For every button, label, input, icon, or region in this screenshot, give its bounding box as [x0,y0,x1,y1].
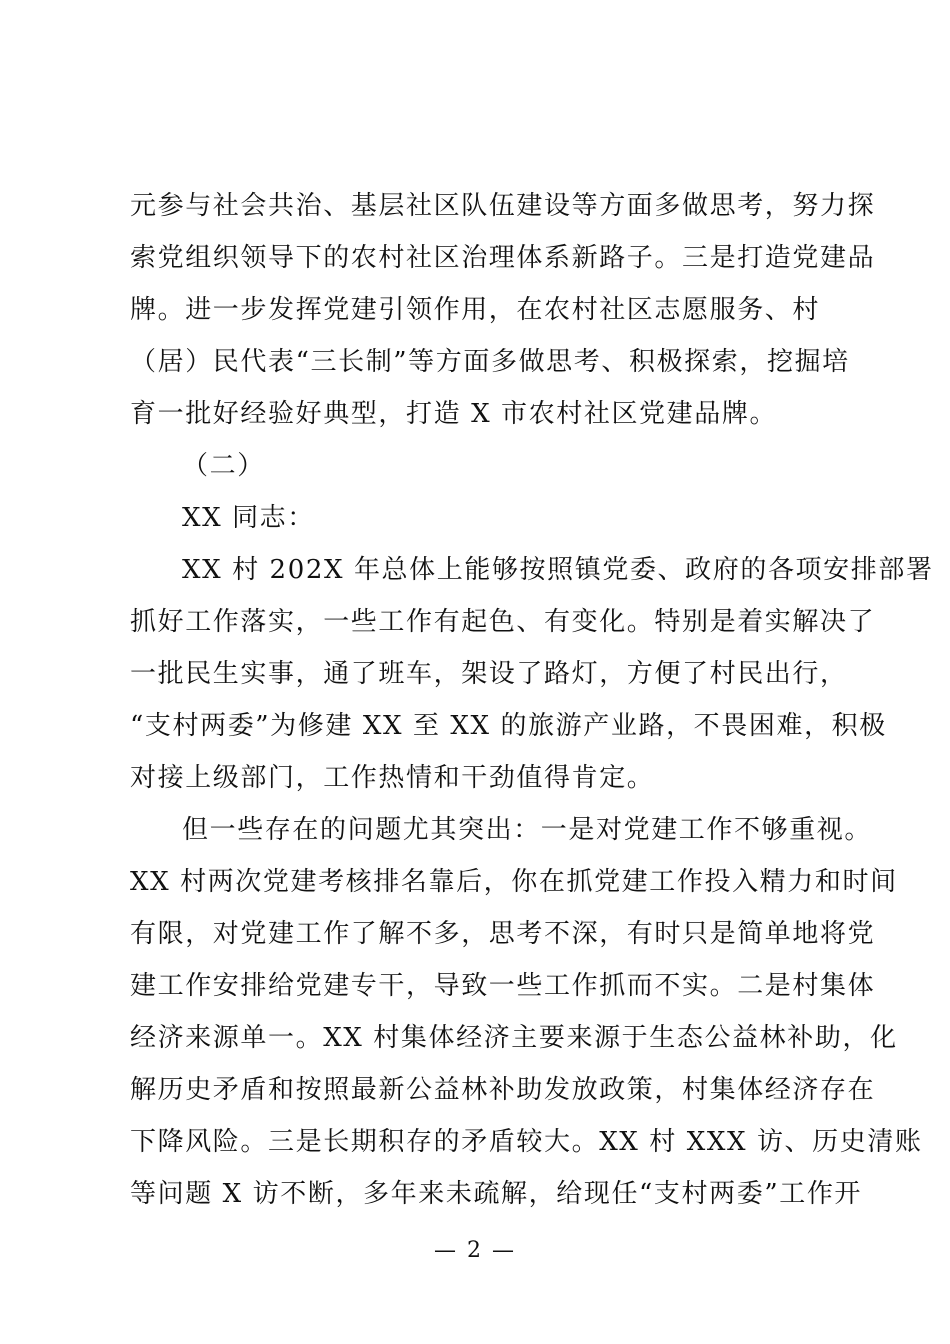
text-line: 有限，对党建工作了解不多，思考不深，有时只是简单地将党 [130,919,876,949]
text-line: 解历史矛盾和按照最新公益林补助发放政策，村集体经济存在 [130,1075,876,1105]
text-line: 牌。进一步发挥党建引领作用，在农村社区志愿服务、村 [130,295,821,325]
text-line: XX 村两次党建考核排名靠后，你在抓党建工作投入精力和时间 [130,867,898,897]
text-line: “支村两委”为修建 XX 至 XX 的旅游产业路，不畏困难，积极 [130,711,887,741]
text-line: 元参与社会共治、基层社区队伍建设等方面多做思考，努力探 [130,191,876,221]
text-line: 但一些存在的问题尤其突出：一是对党建工作不够重视。 [182,815,873,845]
text-line: 一批民生实事，通了班车，架设了路灯，方便了村民出行， [130,659,848,689]
text-line: 对接上级部门，工作热情和干劲值得肯定。 [130,763,655,793]
text-line: 抓好工作落实，一些工作有起色、有变化。特别是着实解决了 [130,607,876,637]
text-line: XX 村 202X 年总体上能够按照镇党委、政府的各项安排部署 [182,555,934,585]
text-line: 建工作安排给党建专干，导致一些工作抓而不实。二是村集体 [130,971,876,1001]
text-line: 育一批好经验好典型，打造 X 市农村社区党建品牌。 [130,399,778,429]
text-line: 下降风险。三是长期积存的矛盾较大。XX 村 XXX 访、历史清账 [130,1127,923,1157]
page-number: — 2 — [434,1238,516,1263]
text-line: 经济来源单一。XX 村集体经济主要来源于生态公益林补助，化 [130,1023,898,1053]
text-line: （居）民代表“三长制”等方面多做思考、积极探索，挖掘培 [130,347,850,377]
text-line: 等问题 X 访不断，多年来未疏解，给现任“支村两委”工作开 [130,1179,863,1209]
salutation: XX 同志： [182,503,315,533]
text-line: 索党组织领导下的农村社区治理体系新路子。三是打造党建品 [130,243,876,273]
section-heading: （二） [182,451,265,481]
